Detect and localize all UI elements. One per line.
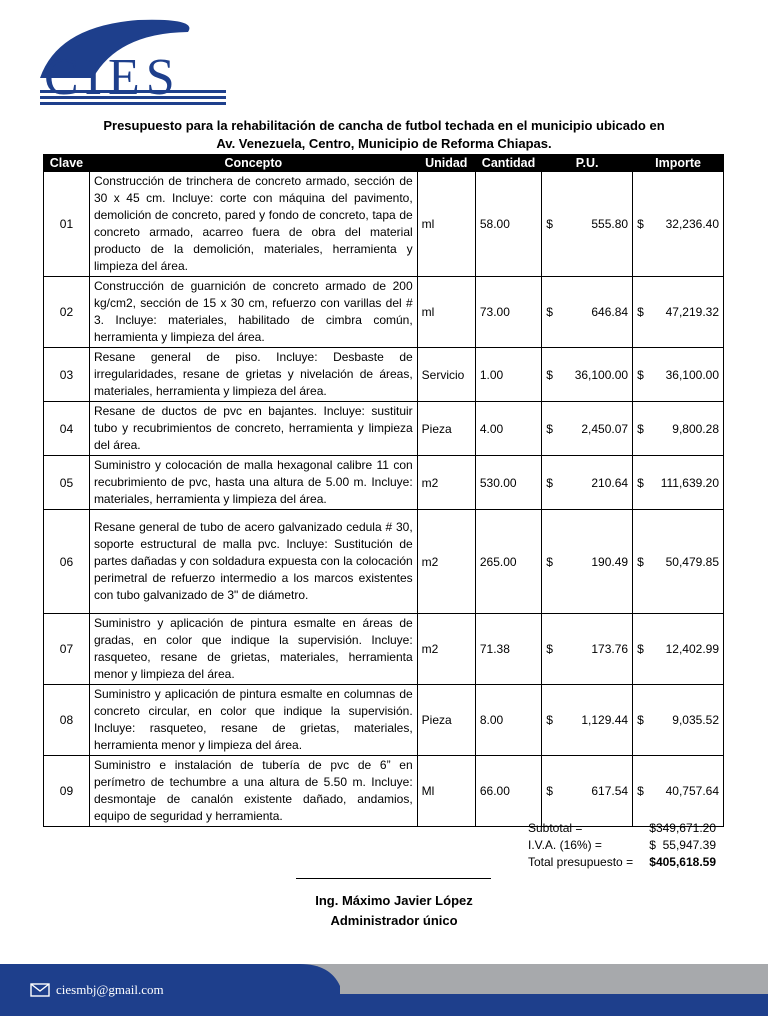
- header-cantidad: Cantidad: [475, 155, 541, 172]
- cell-unidad: Servicio: [417, 348, 475, 402]
- currency-symbol: $: [546, 367, 553, 382]
- table-row: [44, 348, 724, 402]
- currency-symbol: $: [546, 554, 553, 569]
- header-pu: P.U.: [542, 155, 633, 172]
- header-unidad: Unidad: [417, 155, 475, 172]
- cell-cantidad: 71.38: [475, 614, 541, 685]
- currency-symbol: $: [546, 475, 553, 490]
- cell-cantidad: 73.00: [475, 277, 541, 348]
- signature-line: [296, 878, 491, 879]
- cell-pu: [542, 277, 633, 348]
- table-row: [44, 456, 724, 510]
- cell-cantidad: 66.00: [475, 756, 541, 827]
- cell-pu-amount: 617.54: [591, 784, 629, 798]
- cell-concepto: Suministro y aplicación de pintura esmalte en columnas de concreto circular, en color que indique la supervisión. Incluye: rasqueteo, resane de grietas, materiales, herramienta menor y limpieza del área.: [89, 685, 417, 756]
- cell-importe: [633, 685, 724, 756]
- cell-pu: [542, 172, 633, 277]
- cell-pu-amount: 2,450.07: [581, 421, 629, 436]
- signatory-name: Ing. Máximo Javier López: [315, 893, 473, 908]
- currency-symbol: $: [637, 554, 644, 569]
- cell-importe-amount: 36,100.00: [665, 367, 719, 382]
- cell-pu-amount: 173.76: [591, 642, 629, 656]
- cell-importe-amount: 40,757.64: [665, 784, 719, 798]
- total-row: [470, 854, 716, 871]
- cell-unidad: ml: [417, 172, 475, 277]
- cell-clave: 03: [44, 348, 90, 402]
- cell-pu: [542, 614, 633, 685]
- cell-importe: [633, 402, 724, 456]
- cell-importe: [633, 756, 724, 827]
- header-concepto: Concepto: [89, 155, 417, 172]
- currency-symbol: $: [637, 217, 644, 231]
- cell-clave: 09: [44, 756, 90, 827]
- cell-unidad: m2: [417, 614, 475, 685]
- subtotal-label: Subtotal =: [528, 821, 583, 835]
- cell-clave: 08: [44, 685, 90, 756]
- cell-importe: [633, 456, 724, 510]
- cell-pu: [542, 348, 633, 402]
- cell-cantidad: 4.00: [475, 402, 541, 456]
- cell-clave: 02: [44, 277, 90, 348]
- cell-clave: 01: [44, 172, 90, 277]
- cell-unidad: Pieza: [417, 402, 475, 456]
- cell-concepto: Resane de ductos de pvc en bajantes. Incluye: sustituir tubo y recubrimientos de concreto, herramienta y limpieza del área.: [89, 402, 417, 456]
- cell-pu-amount: 210.64: [591, 475, 629, 490]
- cell-importe-amount: 111,639.20: [660, 475, 719, 490]
- cell-concepto: Suministro e instalación de tubería de pvc de 6” en perímetro de techumbre a una altura de 5.50 m. Incluye: desmontaje de canalón existente dañado, andamios, equipo de seguridad y herramienta.: [89, 756, 417, 827]
- cell-pu-amount: 555.80: [591, 217, 629, 231]
- cell-cantidad: 1.00: [475, 348, 541, 402]
- cell-importe-amount: 9,800.28: [672, 421, 719, 436]
- cell-pu-amount: 190.49: [591, 554, 629, 569]
- currency-symbol: $: [546, 713, 553, 727]
- envelope-icon: [30, 983, 50, 997]
- table-header-row: [44, 155, 724, 172]
- iva-label: I.V.A. (16%) =: [528, 838, 602, 852]
- table-row: [44, 277, 724, 348]
- footer-email[interactable]: [30, 982, 164, 998]
- currency-symbol: $: [546, 642, 553, 656]
- cell-clave: 04: [44, 402, 90, 456]
- cell-clave: 05: [44, 456, 90, 510]
- cell-concepto: Construcción de trinchera de concreto armado, sección de 30 x 45 cm. Incluye: corte con máquina del pavimento, demolición de concreto, pared y fondo de concreto, tapa de concreto armado, acarreo fuera de obra del material producto de la demolición, materiales, herramienta y limpieza del área.: [89, 172, 417, 277]
- totals-block: [470, 820, 716, 871]
- cell-concepto: Suministro y colocación de malla hexagonal calibre 11 con recubrimiento de pvc, hasta una altura de 5.00 m. Incluye: materiales, herramienta y limpieza del área.: [89, 456, 417, 510]
- cell-clave: 06: [44, 510, 90, 614]
- table-row: [44, 756, 724, 827]
- cell-importe-amount: 47,219.32: [665, 305, 719, 319]
- currency-symbol: $: [637, 421, 644, 436]
- table-row: [44, 685, 724, 756]
- currency-symbol: $: [637, 305, 644, 319]
- table-row: [44, 614, 724, 685]
- total-value: $405,618.59: [649, 855, 716, 869]
- cell-cantidad: 58.00: [475, 172, 541, 277]
- logo-text: CIES: [44, 49, 181, 106]
- signatory-role: Administrador único: [330, 913, 458, 928]
- cell-cantidad: 265.00: [475, 510, 541, 614]
- table-row: [44, 172, 724, 277]
- total-label: Total presupuesto =: [528, 855, 634, 869]
- document-title-line2: Av. Venezuela, Centro, Municipio de Reforma Chiapas.: [216, 136, 552, 151]
- cell-pu-amount: 1,129.44: [581, 713, 629, 727]
- cell-cantidad: 530.00: [475, 456, 541, 510]
- cell-concepto: Resane general de tubo de acero galvanizado cedula # 30, soporte estructural de malla pvc. Incluye: Sustitución de partes dañadas y con soldadura expuesta con la colocación perimetral de refuerzo intermedio a los marcos existentes con tubo galvanizado de 3" de diámetro.: [89, 510, 417, 614]
- cell-importe: [633, 348, 724, 402]
- cell-importe: [633, 510, 724, 614]
- subtotal-row: [470, 820, 716, 837]
- currency-symbol: $: [637, 642, 644, 656]
- subtotal-value: $349,671.20: [649, 821, 716, 835]
- cell-importe-amount: 12,402.99: [665, 642, 719, 656]
- currency-symbol: $: [546, 784, 553, 798]
- cell-unidad: m2: [417, 456, 475, 510]
- currency-symbol: $: [546, 305, 553, 319]
- cell-pu-amount: 36,100.00: [574, 367, 629, 382]
- cell-unidad: ml: [417, 277, 475, 348]
- header-clave: Clave: [44, 155, 90, 172]
- header-importe: Importe: [633, 155, 724, 172]
- iva-value: $ 55,947.39: [649, 838, 716, 852]
- cell-unidad: Ml: [417, 756, 475, 827]
- cell-importe: [633, 277, 724, 348]
- cell-importe-amount: 9,035.52: [672, 713, 719, 727]
- cell-pu-amount: 646.84: [591, 305, 629, 319]
- currency-symbol: $: [546, 217, 553, 231]
- footer-email-text: ciesmbj@gmail.com: [56, 982, 164, 997]
- cell-clave: 07: [44, 614, 90, 685]
- cell-importe-amount: 32,236.40: [665, 217, 719, 231]
- table-row: [44, 510, 724, 614]
- budget-table: [43, 154, 724, 827]
- cell-importe: [633, 614, 724, 685]
- cell-pu: [542, 756, 633, 827]
- currency-symbol: $: [637, 713, 644, 727]
- cell-concepto: Construcción de guarnición de concreto armado de 200 kg/cm2, sección de 15 x 30 cm, refuerzo con varillas del # 3. Incluye: materiales, habilitado de cimbra común, herramienta y limpieza del área.: [89, 277, 417, 348]
- table-row: [44, 402, 724, 456]
- cell-unidad: m2: [417, 510, 475, 614]
- cell-concepto: Suministro y aplicación de pintura esmalte en áreas de gradas, en color que indique la supervisión. Incluye: rasqueteo, resane de grietas, materiales, herramienta menor y limpieza del área.: [89, 614, 417, 685]
- cell-importe-amount: 50,479.85: [665, 554, 719, 569]
- cell-importe: [633, 172, 724, 277]
- cell-pu: [542, 456, 633, 510]
- document-title-line1: Presupuesto para la rehabilitación de cancha de futbol techada en el municipio ubicado en: [103, 118, 665, 133]
- cell-pu: [542, 685, 633, 756]
- cell-cantidad: 8.00: [475, 685, 541, 756]
- cell-pu: [542, 402, 633, 456]
- iva-row: [470, 837, 716, 854]
- currency-symbol: $: [637, 367, 644, 382]
- currency-symbol: $: [637, 784, 644, 798]
- cell-concepto: Resane general de piso. Incluye: Desbaste de irregularidades, resane de grietas y nivelación de áreas, materiales, herramienta y limpieza del área.: [89, 348, 417, 402]
- currency-symbol: $: [546, 421, 553, 436]
- cell-pu: [542, 510, 633, 614]
- currency-symbol: $: [637, 475, 644, 490]
- cell-unidad: Pieza: [417, 685, 475, 756]
